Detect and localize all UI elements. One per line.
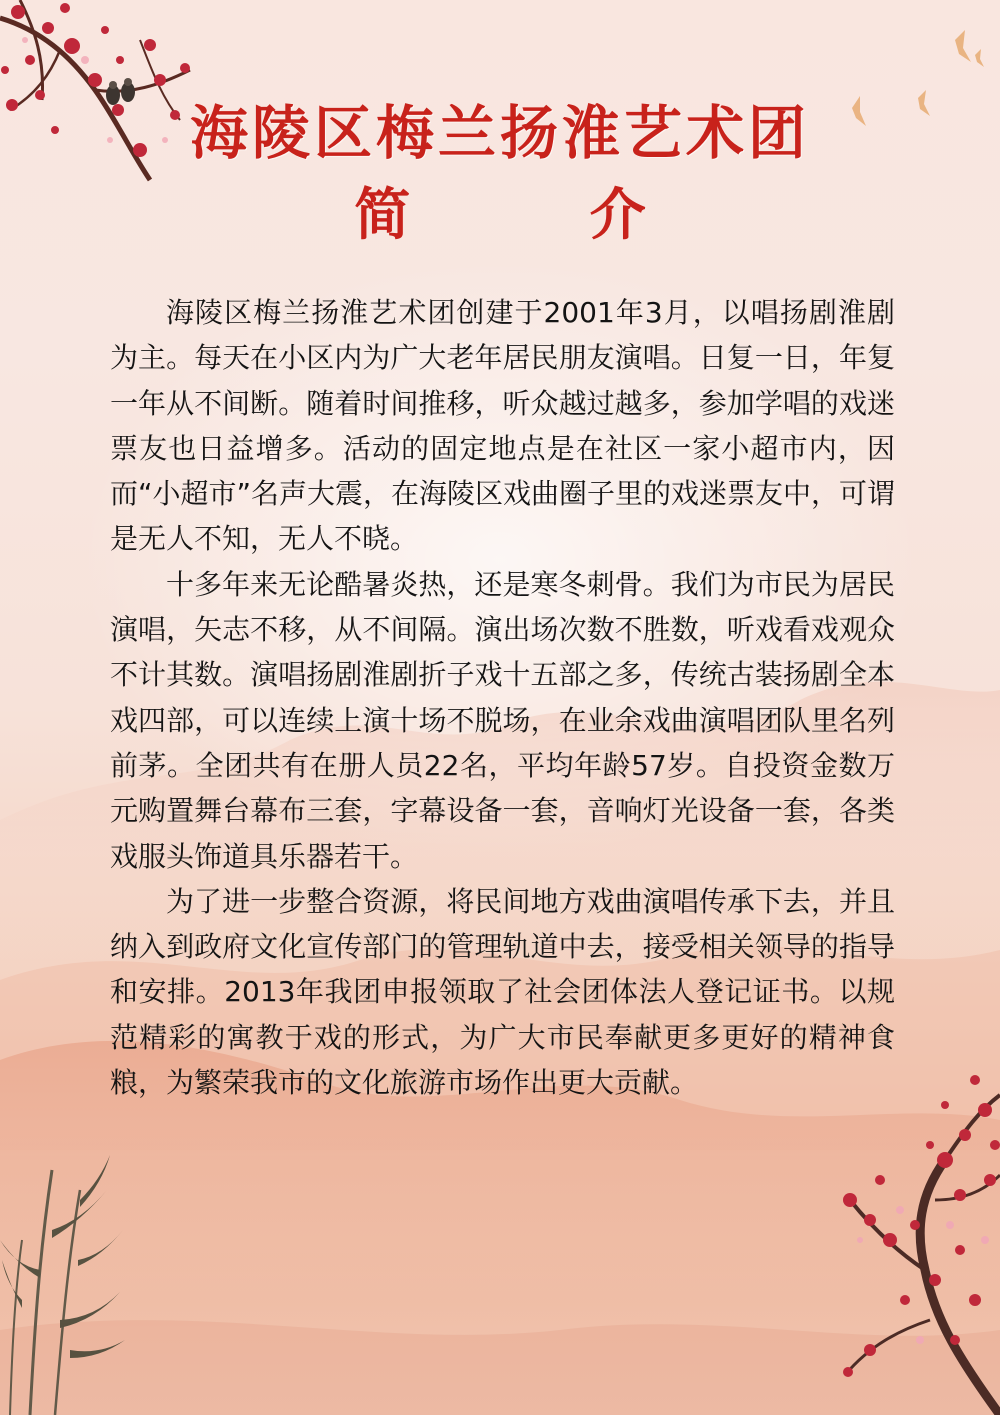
poster-subtitle: 简 介 [354, 182, 726, 248]
poster-title: 海陵区梅兰扬淮艺术团 [189, 99, 810, 167]
paragraph-registration: 为了进一步整合资源，将民间地方戏曲演唱传承下去，并且纳入到政府文化宣传部门的管理轨道中去，接受相关领导的指导和安排。2013年我团申报领取了社会团体法人登记证书。以规范精彩的寓教于戏的形式，为广大市民奉献更多更好的精神食粮，为繁荣我市的文化旅游市场作出更大贡献。 [110, 884, 895, 1100]
paragraph-performances: 十多年来无论酷暑炎热，还是寒冬刺骨。我们为市民为居民演唱，矢志不移，从不间隔。演出场次数不胜数，听戏看戏观众不计其数。演唱扬剧淮剧折子戏十五部之多，传统古装扬剧全本戏四部，可以连续上演十场不脱场，在业余戏曲演唱团队里名列前茅。全团共有在册人员22名，平均年龄57岁。自投资金数万元购置舞台幕布三套，字幕设备一套，音响灯光设备一套，各类戏服头饰道具乐器若干。 [110, 567, 895, 873]
paragraph-founding: 海陵区梅兰扬淮艺术团创建于2001年3月，以唱扬剧淮剧为主。每天在小区内为广大老年居民朋友演唱。日复一日，年复一年从不间断。随着时间推移，听众越过越多，参加学唱的戏迷票友也日益增多。活动的固定地点是在社区一家小超市内，因而“小超市”名声大震，在海陵区戏曲圈子里的戏迷票友中，可谓是无人不知，无人不晓。 [110, 296, 896, 556]
intro-body [110, 290, 895, 1105]
